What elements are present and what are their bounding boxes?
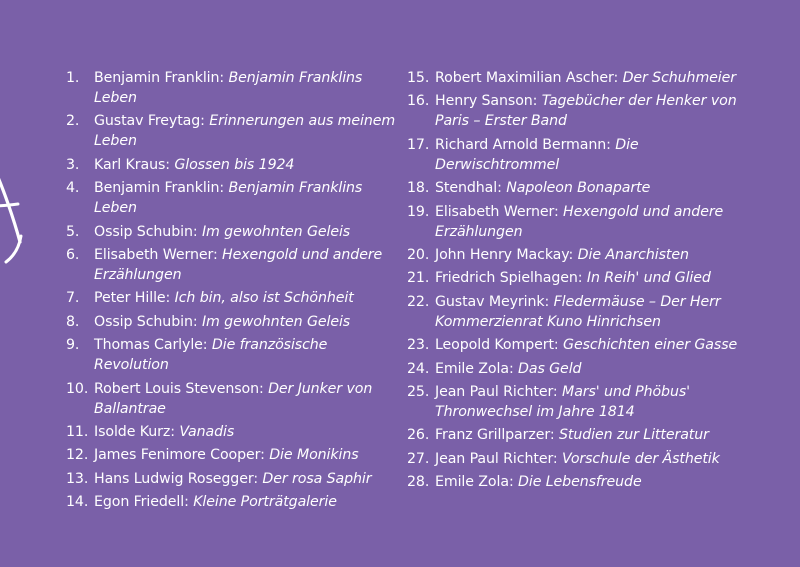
- entry-author: Gustav Meyrink:: [435, 293, 550, 310]
- entry-number: 23.: [407, 337, 430, 354]
- entry-title: Die französische Revolution: [94, 337, 328, 374]
- book-entry: [66, 445, 396, 465]
- book-entry: [66, 155, 396, 175]
- book-entry: [66, 335, 396, 375]
- entry-text: [435, 178, 752, 198]
- entry-text: [435, 268, 752, 288]
- entry-title: Hexengold und andere Erzählungen: [94, 246, 383, 283]
- entry-number: 21.: [407, 270, 430, 287]
- book-entry: [66, 288, 396, 308]
- book-entry: [407, 382, 752, 422]
- entry-text: [435, 292, 752, 332]
- entry-title: Im gewohnten Geleis: [201, 313, 351, 330]
- entry-author: Elisabeth Werner:: [435, 203, 559, 220]
- entry-title: Fledermäuse – Der Herr Kommerzienrat Kuno Hinrichsen: [435, 293, 721, 330]
- entry-title: In Reih' und Glied: [586, 270, 711, 287]
- entry-number: 15.: [407, 70, 430, 86]
- book-list-left: [66, 68, 396, 515]
- entry-text: [435, 202, 752, 242]
- entry-text: [435, 245, 752, 265]
- entry-author: Benjamin Franklin:: [94, 70, 225, 86]
- book-list-right: [407, 68, 752, 495]
- entry-title: Erinnerungen aus meinem Leben: [94, 113, 396, 150]
- entry-text: [94, 178, 396, 218]
- book-entry: [407, 268, 752, 288]
- entry-number: 25.: [407, 383, 430, 400]
- entry-text: [94, 111, 396, 151]
- entry-text: [94, 312, 396, 332]
- entry-title: Der rosa Saphir: [262, 470, 372, 487]
- entry-title: Der Schuhmeier: [622, 70, 736, 86]
- book-entry: [407, 135, 752, 175]
- entry-author: Jean Paul Richter:: [435, 383, 558, 400]
- book-entry: [66, 68, 396, 108]
- entry-author: Ossip Schubin:: [94, 313, 198, 330]
- entry-text: [94, 222, 396, 242]
- entry-title: Die Anarchisten: [577, 246, 689, 263]
- entry-text: [94, 469, 396, 489]
- entry-author: Friedrich Spielhagen:: [435, 270, 583, 287]
- entry-number: 26.: [407, 427, 430, 444]
- entry-title: Mars' und Phöbus' Thronwechsel im Jahre 1814: [435, 383, 690, 420]
- entry-author: Stendhal:: [435, 180, 502, 197]
- book-entry: [66, 379, 396, 419]
- entry-author: Leopold Kompert:: [435, 337, 559, 354]
- entry-title: Im gewohnten Geleis: [201, 223, 351, 240]
- book-entry: [407, 425, 752, 445]
- entry-author: Thomas Carlyle:: [94, 337, 208, 354]
- entry-author: Robert Maximilian Ascher:: [435, 70, 619, 86]
- entry-title: Das Geld: [518, 360, 582, 377]
- entry-text: [94, 68, 396, 108]
- entry-author: Karl Kraus:: [94, 156, 170, 173]
- entry-text: [94, 422, 396, 442]
- entry-title: Der Junker von Ballantrae: [94, 380, 373, 417]
- book-entry: [66, 469, 396, 489]
- entry-number: 11.: [66, 423, 89, 440]
- entry-text: [435, 359, 752, 379]
- entry-title: Ich bin, also ist Schönheit: [174, 290, 354, 307]
- entry-number: 19.: [407, 203, 430, 220]
- book-entry: [66, 178, 396, 218]
- entry-text: [435, 472, 752, 492]
- entry-title: Vorschule der Ästhetik: [562, 450, 720, 467]
- entry-number: 10.: [66, 380, 89, 397]
- entry-text: [94, 445, 396, 465]
- entry-number: 14.: [66, 494, 89, 511]
- entry-author: James Fenimore Cooper:: [94, 447, 265, 464]
- entry-text: [94, 335, 396, 375]
- entry-title: Kleine Porträtgalerie: [193, 494, 337, 511]
- book-entry: [66, 111, 396, 151]
- entry-text: [435, 335, 752, 355]
- entry-title: Tagebücher der Henker von Paris – Erster Band: [435, 93, 737, 130]
- entry-title: Studien zur Litteratur: [558, 427, 709, 444]
- entry-number: 4.: [66, 180, 80, 197]
- entry-number: 16.: [407, 93, 430, 110]
- entry-author: John Henry Mackay:: [435, 246, 574, 263]
- entry-title: Napoleon Bonaparte: [506, 180, 651, 197]
- entry-number: 17.: [407, 136, 430, 153]
- entry-number: 20.: [407, 246, 430, 263]
- entry-number: 1.: [66, 70, 80, 86]
- entry-text: [94, 288, 396, 308]
- entry-author: Hans Ludwig Rosegger:: [94, 470, 258, 487]
- entry-number: 3.: [66, 156, 80, 173]
- entry-title: Hexengold und andere Erzählungen: [435, 203, 724, 240]
- entry-author: Richard Arnold Bermann:: [435, 136, 611, 153]
- entry-author: Henry Sanson:: [435, 93, 538, 110]
- book-entry: [66, 312, 396, 332]
- entry-number: 24.: [407, 360, 430, 377]
- entry-author: Robert Louis Stevenson:: [94, 380, 264, 397]
- entry-text: [435, 135, 752, 175]
- entry-number: 18.: [407, 180, 430, 197]
- book-entry: [407, 178, 752, 198]
- entry-text: [435, 382, 752, 422]
- entry-title: Geschichten einer Gasse: [563, 337, 738, 354]
- entry-author: Emile Zola:: [435, 474, 514, 491]
- book-entry: [407, 245, 752, 265]
- entry-text: [94, 492, 396, 512]
- entry-number: 7.: [66, 290, 80, 307]
- entry-title: Benjamin Franklins Leben: [94, 180, 363, 217]
- entry-author: Franz Grillparzer:: [435, 427, 555, 444]
- entry-number: 13.: [66, 470, 89, 487]
- book-entry: [66, 422, 396, 442]
- entry-text: [94, 379, 396, 419]
- book-entry: [407, 91, 752, 131]
- book-entry: [407, 472, 752, 492]
- entry-author: Emile Zola:: [435, 360, 514, 377]
- entry-title: Die Derwischtrommel: [435, 136, 639, 173]
- book-entry: [407, 359, 752, 379]
- book-entry: [407, 202, 752, 242]
- entry-number: 27.: [407, 450, 430, 467]
- entry-text: [435, 68, 752, 88]
- entry-text: [435, 425, 752, 445]
- book-entry: [407, 449, 752, 469]
- entry-number: 28.: [407, 474, 430, 491]
- entry-number: 9.: [66, 337, 80, 354]
- entry-author: Gustav Freytag:: [94, 113, 205, 130]
- entry-author: Jean Paul Richter:: [435, 450, 558, 467]
- book-entry: [407, 335, 752, 355]
- entry-number: 8.: [66, 313, 80, 330]
- entry-number: 6.: [66, 246, 80, 263]
- entry-text: [435, 449, 752, 469]
- entry-text: [435, 91, 752, 131]
- entry-title: Die Monikins: [269, 447, 359, 464]
- book-entry: [407, 292, 752, 332]
- entry-author: Peter Hille:: [94, 290, 171, 307]
- entry-author: Elisabeth Werner:: [94, 246, 218, 263]
- entry-number: 5.: [66, 223, 80, 240]
- entry-title: Vanadis: [179, 423, 235, 440]
- entry-number: 12.: [66, 447, 89, 464]
- script-letter-fragment-icon: [0, 150, 32, 290]
- entry-author: Egon Friedell:: [94, 494, 189, 511]
- entry-number: 22.: [407, 293, 430, 310]
- entry-text: [94, 155, 396, 175]
- book-entry: [66, 222, 396, 242]
- entry-author: Isolde Kurz:: [94, 423, 175, 440]
- book-entry: [66, 492, 396, 512]
- entry-number: 2.: [66, 113, 80, 130]
- book-entry: [407, 68, 752, 88]
- entry-text: [94, 245, 396, 285]
- book-entry: [66, 245, 396, 285]
- entry-author: Benjamin Franklin:: [94, 180, 225, 197]
- entry-title: Die Lebensfreude: [518, 474, 642, 491]
- entry-title: Glossen bis 1924: [174, 156, 295, 173]
- entry-author: Ossip Schubin:: [94, 223, 198, 240]
- entry-title: Benjamin Franklins Leben: [94, 70, 363, 106]
